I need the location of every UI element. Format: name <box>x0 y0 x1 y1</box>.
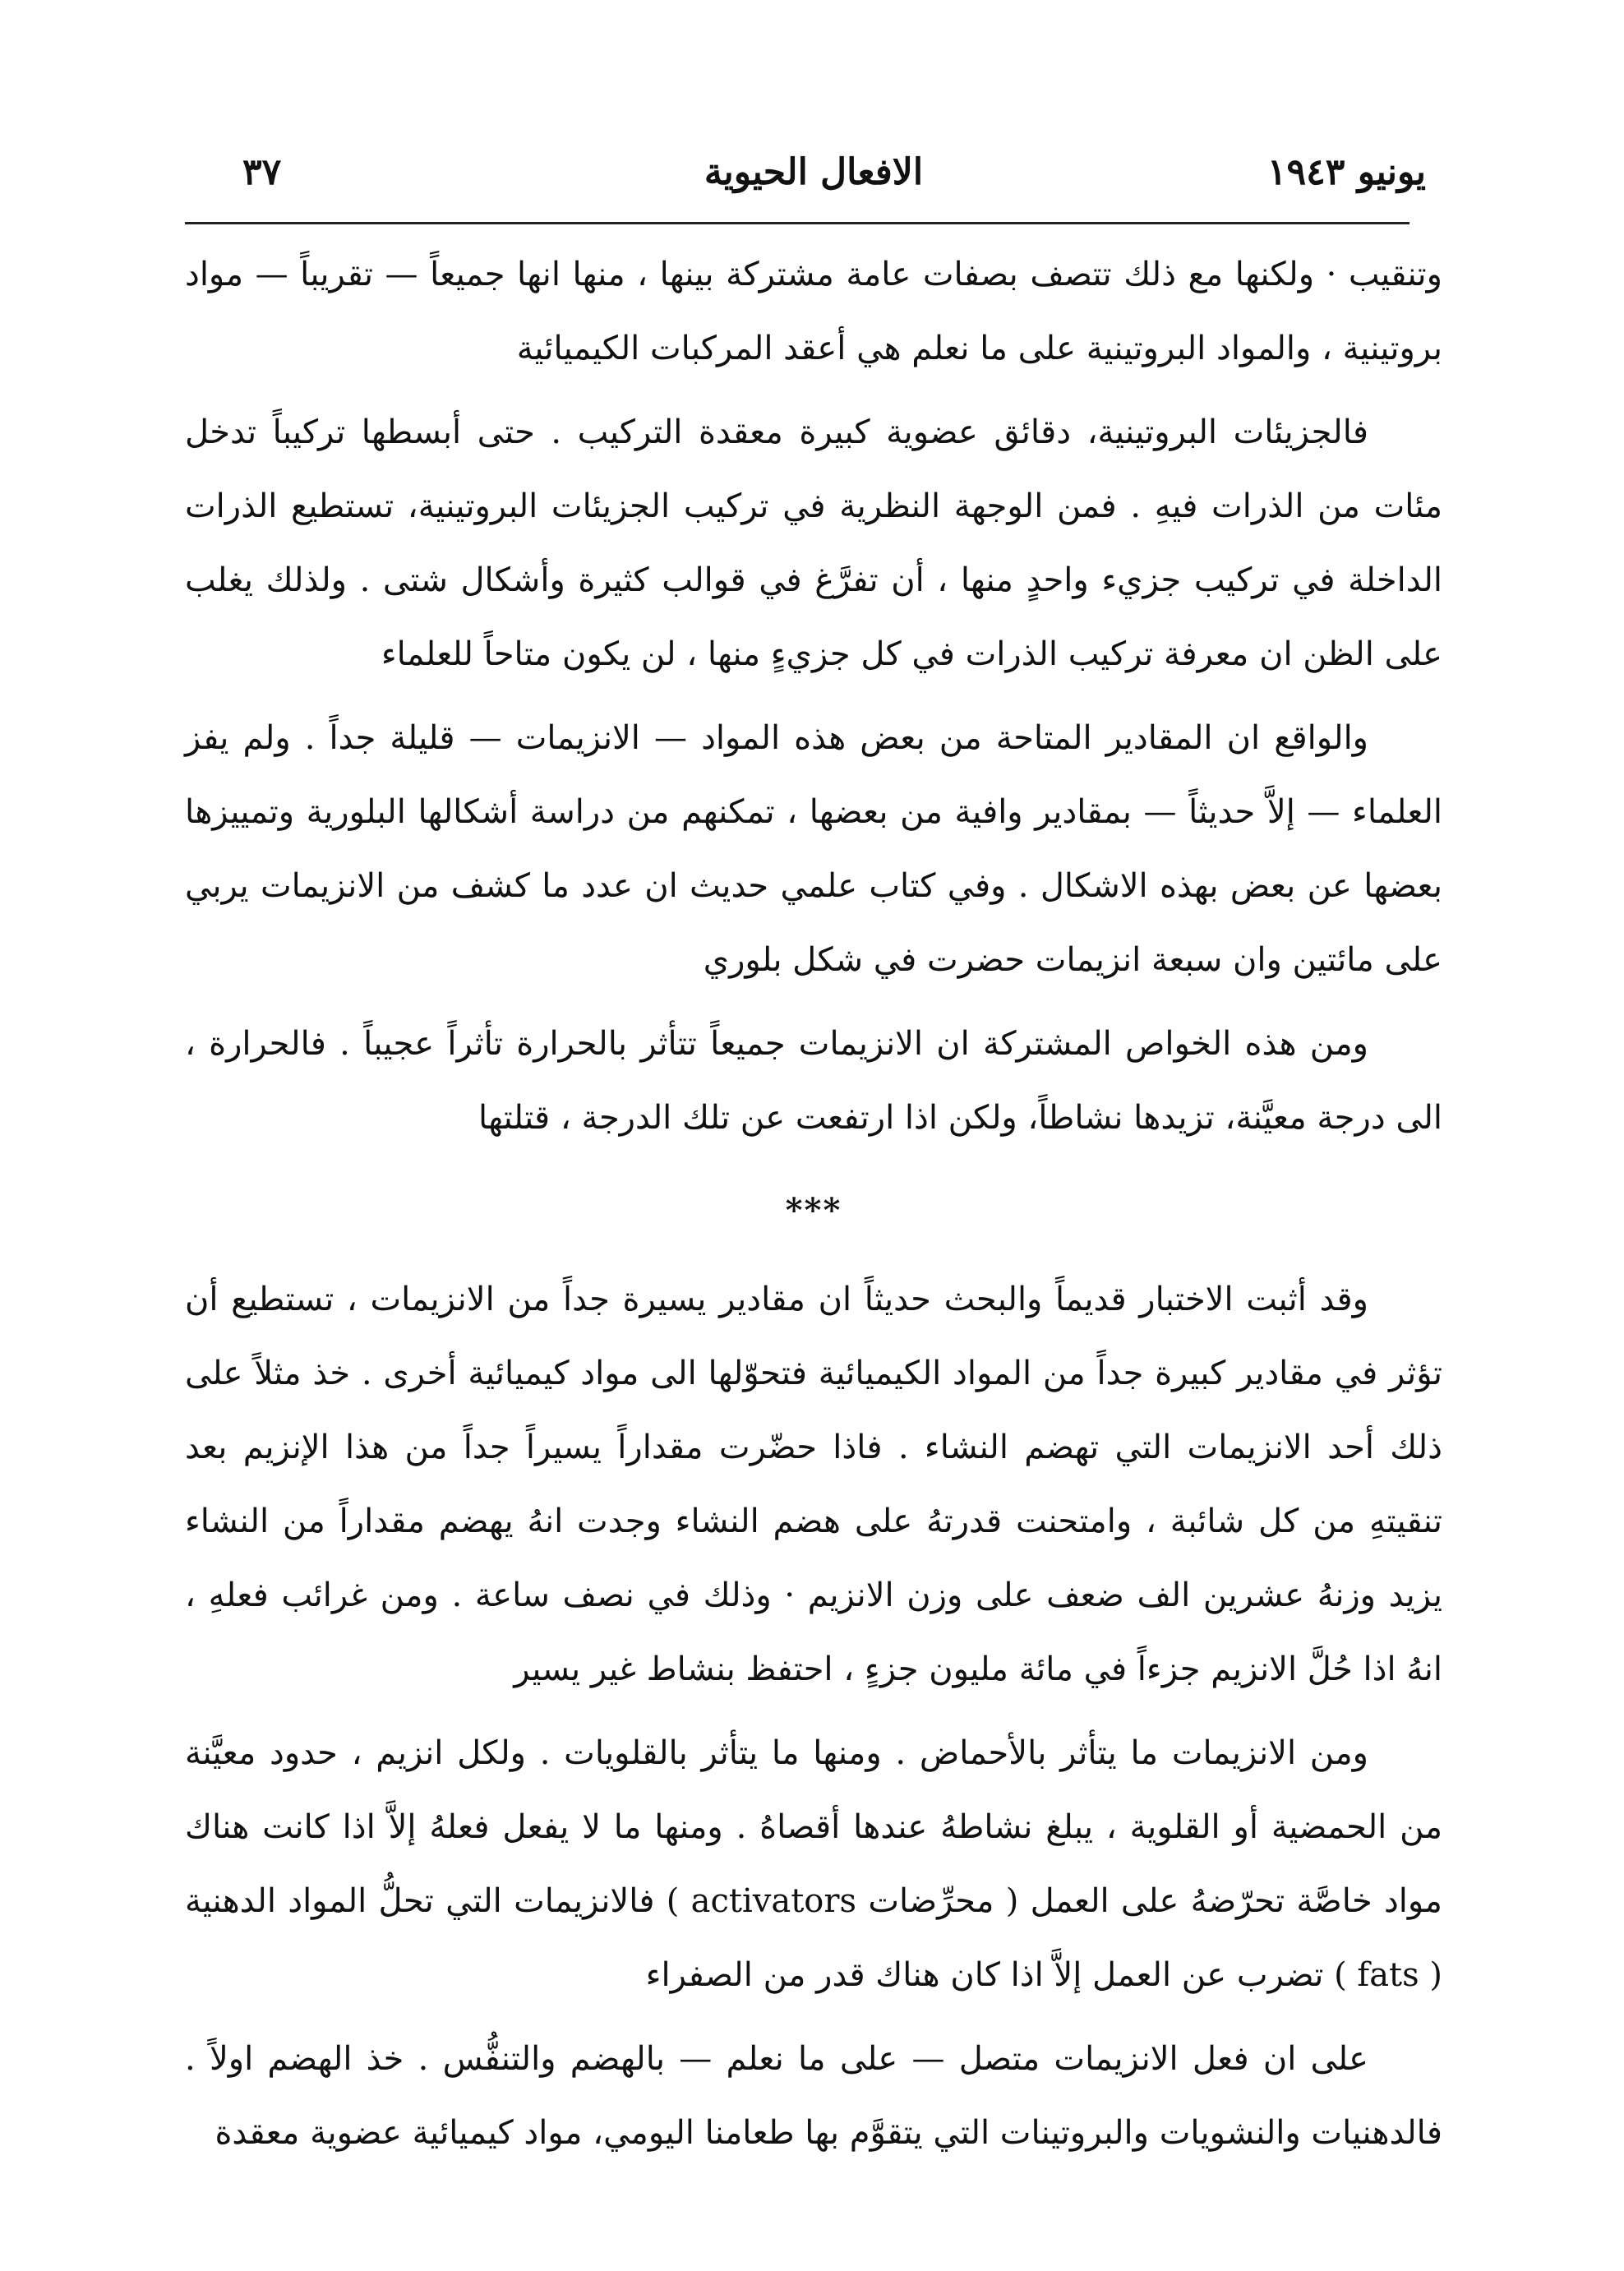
header-rule <box>185 222 1409 224</box>
paragraph-4: ومن هذه الخواص المشتركة ان الانزيمات جميعاً تتأثر بالحرارة تأثراً عجيباً . فالحرارة ، الى درجة معيَّنة، تزيدها نشاطاً، ولكن اذا ارتفعت عن تلك الدرجة ، قتلتها <box>185 1025 1442 1137</box>
running-header <box>185 148 1442 214</box>
document-page <box>185 148 1442 2180</box>
paragraph-3: والواقع ان المقادير المتاحة من بعض هذه المواد — الانزيمات — قليلة جداً . ولم يفز العلماء — إلاَّ حديثاً — بمقادير وافية من بعضها ، تمكنهم من دراسة أشكالها البلورية وتمييزها بعضها عن بعض بهذه الاشكال . وفي كتاب علمي حديث ان عدد ما كشف من الانزيمات يربي على مائتين وان سبعة انزيمات حضرت في شكل بلوري <box>185 719 1442 979</box>
header-date: يونيو ١٩٤٣ <box>1266 151 1426 193</box>
section-separator: *** <box>785 1191 842 1230</box>
paragraph-6: ومن الانزيمات ما يتأثر بالأحماض . ومنها ما يتأثر بالقلويات . ولكل انزيم ، حدود معيَّنة من الحمضية أو القلوية ، يبلغ نشاطهُ عندها أقصاهُ . ومنها ما لا يفعل فعلهُ إلاَّ اذا كانت هناك مواد خاصَّة تحرّضهُ على العمل ( محرِّضات activators ) فالانزيمات التي تحلُّ المواد الدهنية ( fats ) تضرب عن العمل إلاَّ اذا كان هناك قدر من الصفراء <box>185 1734 1442 1994</box>
paragraph-1: وتنقيب · ولكنها مع ذلك تتصف بصفات عامة مشتركة بينها ، منها انها جميعاً — تقريباً — مواد بروتينية ، والمواد البروتينية على ما نعلم هي أعقد المركبات الكيميائية <box>185 256 1442 367</box>
page-number: ٣٧ <box>242 151 282 193</box>
paragraph-7: على ان فعل الانزيمات متصل — على ما نعلم — بالهضم والتنفُّس . خذ الهضم اولاً . فالدهنيات والنشويات والبروتينات التي يتقوَّم بها طعامنا اليومي، مواد كيميائية عضوية معقدة <box>185 2040 1442 2152</box>
paragraph-2: فالجزيئات البروتينية، دقائق عضوية كبيرة معقدة التركيب . حتى أبسطها تركيباً تدخل مئات من الذرات فيهِ . فمن الوجهة النظرية في تركيب الجزيئات البروتينية، تستطيع الذرات الداخلة في تركيب جزيء واحدٍ منها ، أن تفرَّغ في قوالب كثيرة وأشكال شتى . ولذلك يغلب على الظن ان معرفة تركيب الذرات في كل جزيءٍ منها ، لن يكون متاحاً للعلماء <box>185 413 1442 673</box>
paragraph-5: وقد أثبت الاختبار قديماً والبحث حديثاً ان مقادير يسيرة جداً من الانزيمات ، تستطيع أن تؤثر في مقادير كبيرة جداً من المواد الكيميائية فتحوّلها الى مواد كيميائية أخرى . خذ مثلاً على ذلك أحد الانزيمات التي تهضم النشاء . فاذا حضّرت مقداراً يسيراً جداً من هذا الإنزيم بعد تنقيتهِ من كل شائبة ، وامتحنت قدرتهُ على هضم النشاء وجدت انهُ يهضم مقداراً من النشاء يزيد وزنهُ عشرين الف ضعف على وزن الانزيم · وذلك في نصف ساعة . ومن غرائب فعلهِ ، انهُ اذا حُلَّ الانزيم جزءاً في مائة مليون جزءٍ ، احتفظ بنشاط غير يسير <box>185 1281 1442 1688</box>
header-title: الافعال الحيوية <box>704 151 924 193</box>
